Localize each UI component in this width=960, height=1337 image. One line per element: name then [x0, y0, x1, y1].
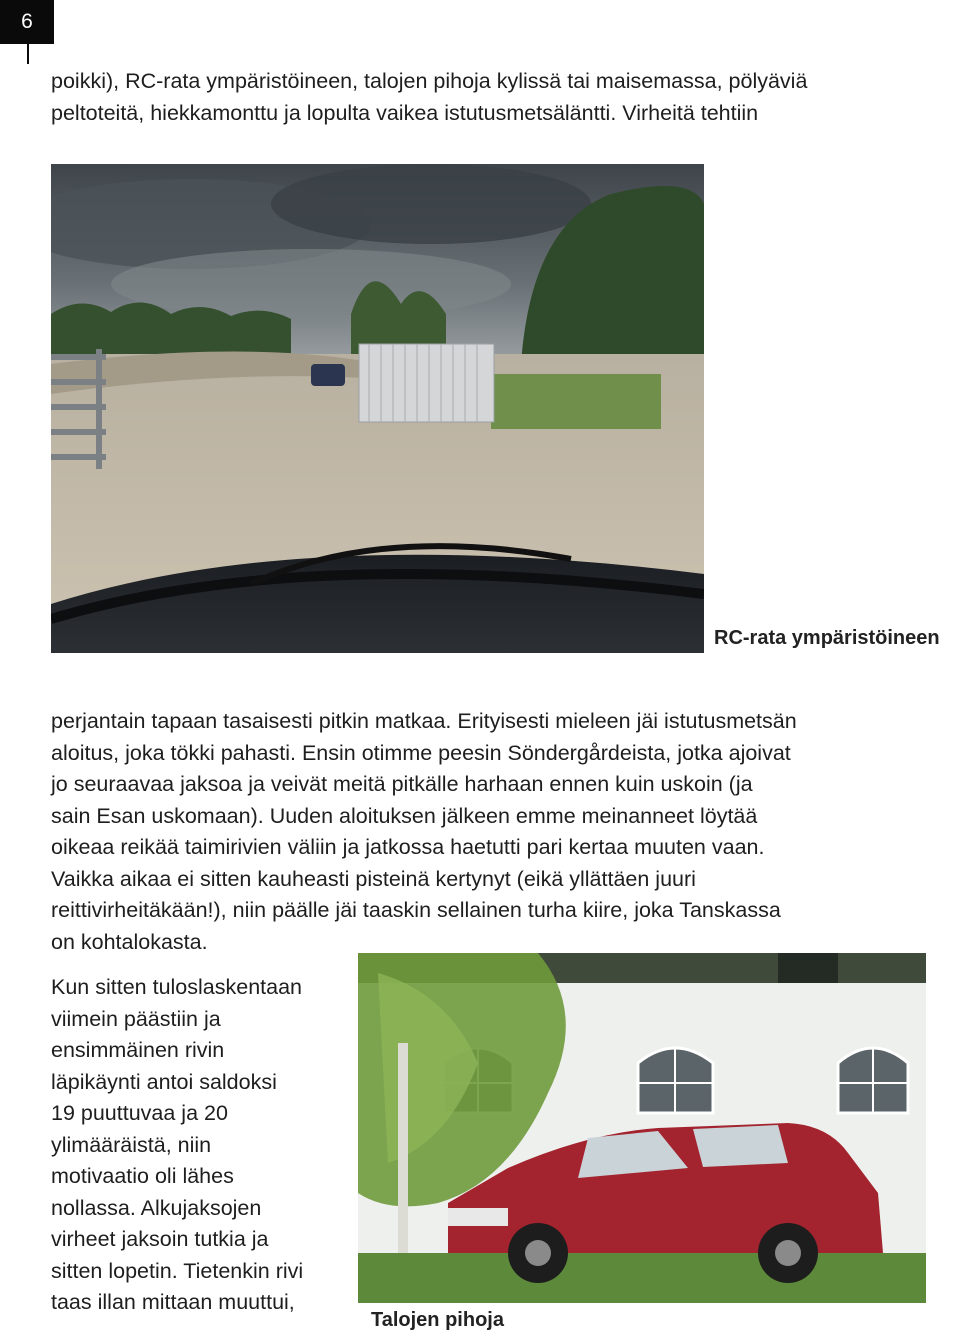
page-number-rule — [27, 44, 29, 64]
text-line: jo seuraavaa jaksoa ja veivät meitä pitkälle harhaan ennen kuin uskoin (ja — [51, 772, 753, 796]
main-paragraph — [51, 706, 931, 958]
intro-paragraph — [51, 66, 931, 129]
farmyard-photo — [358, 953, 926, 1303]
text-line: nollassa. Alkujaksojen — [51, 1195, 262, 1220]
text-line: taas illan mittaan muuttui, — [51, 1290, 295, 1314]
text-line: Kun sitten tuloslaskentaan — [51, 975, 302, 999]
text-line: on kohtalokasta. — [51, 929, 208, 954]
text-line: sitten lopetin. Tietenkin rivi — [51, 1258, 304, 1283]
rc-track-photo — [51, 164, 704, 653]
text-line: Vaikka aikaa ei sitten kauheasti pisteinä kertynyt (eikä yllättäen juuri — [51, 866, 696, 891]
text-line: perjantain tapaan tasaisesti pitkin matkaa. Erityisesti mieleen jäi istutusmetsän — [51, 709, 797, 733]
text-line: aloitus, joka tökki pahasti. Ensin otimme peesin Söndergårdeista, jotka ajoivat — [51, 740, 791, 765]
text-line: sain Esan uskomaan). Uuden aloituksen jälkeen emme meinanneet löytää — [51, 803, 758, 828]
text-line: oikeaa reikää taimirivien väliin ja jatkossa haetutti pari kertaa muuten vaan. — [51, 835, 765, 859]
text-line: virheet jaksoin tutkia ja — [51, 1227, 269, 1251]
text-line: ensimmäinen rivin — [51, 1038, 225, 1062]
text-line: 19 puuttuvaa ja 20 — [51, 1101, 228, 1125]
text-line: motivaatio oli lähes — [51, 1164, 234, 1188]
text-line: viimein päästiin ja — [51, 1006, 221, 1031]
side-paragraph — [51, 972, 351, 1319]
photo-caption-rc-track: RC-rata ympäristöineen — [714, 627, 940, 649]
photo-caption-farmyard: Talojen pihoja — [371, 1309, 504, 1331]
text-line: peltoteitä, hiekkamonttu ja lopulta vaikea istutusmetsäläntti. Virheitä tehtiin — [51, 100, 759, 125]
text-line: poikki), RC-rata ympäristöineen, talojen pihoja kylissä tai maisemassa, pölyäviä — [51, 69, 808, 93]
text-line: reittivirheitäkään!), niin päälle jäi taaskin sellainen turha kiire, joka Tanskassa — [51, 898, 781, 922]
page-number: 6 — [0, 0, 54, 44]
text-line: ylimääräistä, niin — [51, 1132, 212, 1157]
text-line: läpikäynti antoi saldoksi — [51, 1069, 277, 1094]
